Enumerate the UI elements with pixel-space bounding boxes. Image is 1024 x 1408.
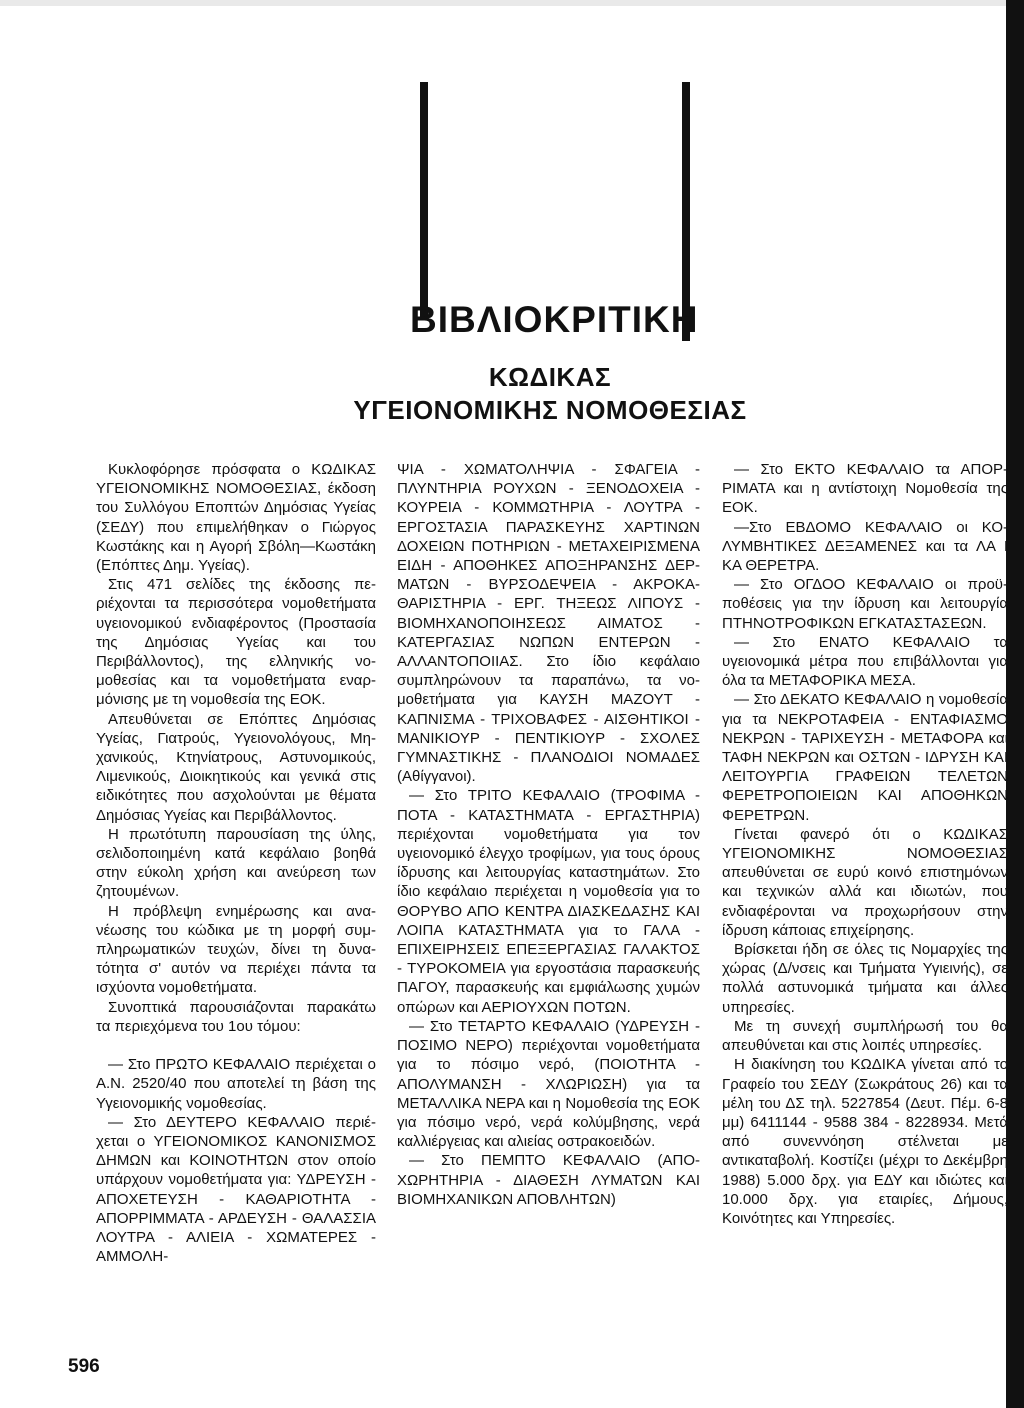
scan-edge-top bbox=[0, 0, 1024, 6]
paragraph: — Στο ΕΝΑΤΟ ΚΕΦΑΛΑΙΟ τα υγειονομικά μέτρα που επιβάλλονται για όλα τα ΜΕΤΑΦΟΡΙΚΑ ΜΕΣΑ. bbox=[722, 633, 1008, 690]
paragraph: Κυκλοφόρησε πρόσφατα ο ΚΩΔΙΚΑΣ ΥΓΕΙΟΝΟΜΙΚΗΣ ΝΟΜΟΘΕΣΙΑΣ, έκδοση του Συλλόγου Εποπτών Δημόσιας Υγείας (ΣΕΔΥ) που επιμελήθηκαν ο Γιώργος Κωστάκης και η Αγορή Σβόλη—Κωστάκη (Επόπτες Δημ. Υγείας). bbox=[96, 461, 376, 575]
paragraph: — Στο ΠΕΜΠΤΟ ΚΕΦΑΛΑΙΟ (ΑΠΟΧΩΡΗΤΗΡΙΑ - ΔΙΑΘΕΣΗ ΛΥΜΑΤΩΝ ΚΑΙ ΒΙΟΜΗΧΑΝΙΚΩΝ ΑΠΟΒΛΗΤΩΝ) bbox=[397, 1152, 700, 1208]
section-title: ΒΙΒΛΙΟΚΡΙΤΙΚΗ bbox=[410, 299, 699, 340]
paragraph: Γίνεται φανερό ότι ο ΚΩΔΙΚΑΣ ΥΓΕΙΟΝΟΜΙΚΗΣ ΝΟΜΟΘΕΣΙΑΣ απευθύνεται σε ευρύ κοινό επιστημόνων και τεχνικών αλλά και ιδιωτών, που ενδιαφέρονται να προχωρήσουν στην ίδρυση κάποιας επιχείρησης. bbox=[722, 825, 1008, 939]
paragraph: Η διακίνηση του ΚΩΔΙΚΑ γίνεται από το Γραφείο του ΣΕΔΥ (Σωκράτους 26) και τα μέλη του ΔΣ τηλ. 5227854 (Δευτ. Πέμ. 6-8 μμ) 6411144 - 9588 384 - 8228934. Μετά από συνεννόηση στέλνεται με αντικαταβολή. Κοστίζει (μέχρι το Δεκέμβρη 1988) 5.000 δρχ. για ΕΔΥ και ιδιώτες και 10.000 δρχ. για εταιρίες, Δήμους, Κοινότητες και Υπηρεσίες. bbox=[722, 1056, 1008, 1227]
paragraph: Η πρόβλεψη ενημέρωσης και ανανέωσης του κώδικα με τη μορφή συμπληρωματικών τευχών, δίνει τη δυνατότητα σ' αυτόν να περιέχει πάντα τα ισχύοντα νομοθετήματα. bbox=[96, 902, 376, 997]
text-column-1 bbox=[96, 460, 376, 1266]
paragraph: — Στο ΔΕΥΤΕΡΟ ΚΕΦΑΛΑΙΟ περιέχεται ο ΥΓΕΙΟΝΟΜΙΚΟΣ ΚΑΝΟΝΙΣΜΟΣ ΔΗΜΩΝ και ΚΟΙΝΟΤΗΤΩΝ στον οποίο υπάρχουν νομοθετήματα για: ΥΔΡΕΥΣΗ - ΑΠΟΧΕΤΕΥΣΗ - ΚΑΘΑΡΙΟΤΗΤΑ - ΑΠΟΡΡΙΜΜΑΤΑ - ΑΡΔΕΥΣΗ - ΘΑΛΑΣΣΙΑ ΛΟΥΤΡΑ - ΑΛΙΕΙΑ - ΧΩΜΑΤΕΡΕΣ - ΑΜΜΟΛΗ- bbox=[96, 1113, 376, 1266]
paragraph: — Στο ΤΡΙΤΟ ΚΕΦΑΛΑΙΟ (ΤΡΟΦΙΜΑ - ΠΟΤΑ - ΚΑΤΑΣΤΗΜΑΤΑ - ΕΡΓΑΣΤΗΡΙΑ) περιέχονται νομοθετήματα για τον υγειονομικό έλεγχο τροφίμων, για τους όρους ίδρυσης και λειτουργίας καταστημάτων. Στο ίδιο κεφάλαιο περιέχεται η νομοθεσία για το ΘΟΡΥΒΟ ΑΠΟ ΚΕΝΤΡΑ ΔΙΑΣΚΕΔΑΣΗΣ ΚΑΙ ΛΟΙΠΑ ΚΑΤΑΣΤΗΜΑΤΑ για το ΓΑΛΑ - ΕΠΙΧΕΙΡΗΣΕΙΣ ΕΠΕΞΕΡΓΑΣΙΑΣ ΓΑΛΑΚΤΟΣ - ΤΥΡΟΚΟΜΕΙΑ για εργοστάσια παρασκευής ΠΑΓΟΥ, παρασκευής και εμφιάλωσης χυμών οπώρων και ΑΕΡΙΟΥΧΩΝ ΠΟΤΩΝ. bbox=[397, 787, 700, 1016]
paragraph: — Στο ΕΚΤΟ ΚΕΦΑΛΑΙΟ τα ΑΠΟΡΡΙΜΑΤΑ και η αντίστοιχη Νομοθεσία της ΕΟΚ. bbox=[722, 461, 1008, 517]
paragraph: — Στο ΠΡΩΤΟ ΚΕΦΑΛΑΙΟ περιέχεται ο Α.Ν. 2520/40 που αποτελεί τη βάση της Υγειονομικής νομοθεσίας. bbox=[96, 1056, 376, 1112]
book-title-line2: ΥΓΕΙΟΝΟΜΙΚΗΣ ΝΟΜΟΘΕΣΙΑΣ bbox=[353, 395, 747, 425]
paragraph: — Στο ΔΕΚΑΤΟ ΚΕΦΑΛΑΙΟ η νομοθεσία για τα ΝΕΚΡΟΤΑΦΕΙΑ - ΕΝΤΑΦΙΑΣΜΟ ΝΕΚΡΩΝ - ΤΑΡΙΧΕΥΣΗ - ΜΕΤΑΦΟΡΑ και ΤΑΦΗ ΝΕΚΡΩΝ και ΟΣΤΩΝ - ΙΔΡΥΣΗ ΚΑΙ ΛΕΙΤΟΥΡΓΙΑ ΓΡΑΦΕΙΩΝ ΤΕΛΕΤΩΝ ΦΕΡΕΤΡΟΠΟΙΕΙΩΝ ΚΑΙ ΑΠΟΘΗΚΩΝ ΦΕΡΕΤΡΩΝ. bbox=[722, 691, 1008, 824]
paragraph: Με τη συνεχή συμπλήρωσή του θα απευθύνεται και στις λοιπές υπηρεσίες. bbox=[722, 1017, 1008, 1055]
paragraph: — Στο ΤΕΤΑΡΤΟ ΚΕΦΑΛΑΙΟ (ΥΔΡΕΥΣΗ - ΠΟΣΙΜΟ ΝΕΡΟ) περιέχονται νομοθετήματα για το πόσιμο νερό, (ΠΟΙΟΤΗΤΑ - ΑΠΟΛΥΜΑΝΣΗ - ΧΛΩΡΙΩΣΗ) για τα ΜΕΤΑΛΛΙΚΑ ΝΕΡΑ και η Νομοθεσία της ΕΟΚ για πόσιμο νερό, νερά κολύμβησης, νερά καλλιέργειας και αλιείας οστρακοειδών. bbox=[397, 1017, 700, 1151]
decorative-rule-left bbox=[420, 82, 428, 317]
text-column-2 bbox=[397, 460, 700, 1209]
book-title-line1: ΚΩΔΙΚΑΣ bbox=[488, 362, 612, 392]
paragraph: — Στο ΟΓΔΟΟ ΚΕΦΑΛΑΙΟ οι προϋποθέσεις για την ίδρυση και λειτουργία ΠΤΗΝΟΤΡΟΦΙΚΩΝ ΕΓΚΑΤΑΣΤΑΣΕΩΝ. bbox=[722, 576, 1008, 632]
page-number: 596 bbox=[68, 1356, 100, 1377]
paragraph: Βρίσκεται ήδη σε όλες τις Νομαρχίες της χώρας (Δ/νσεις και Τμήματα Υγιεινής), σε πολλά αστυνομικά τμήματα και άλλες υπηρεσίες. bbox=[722, 941, 1008, 1016]
paragraph: Η πρωτότυπη παρουσίαση της ύλης, σελιδοποιημένη κατά κεφάλαιο βοηθά στην εύκολη χρήση και ανεύρεση των ζητουμένων. bbox=[96, 825, 376, 901]
paragraph: ΨΙΑ - ΧΩΜΑΤΟΛΗΨΙΑ - ΣΦΑΓΕΙΑ - ΠΛΥΝΤΗΡΙΑ ΡΟΥΧΩΝ - ΞΕΝΟΔΟΧΕΙΑ - ΚΟΥΡΕΙΑ - ΚΟΜΜΩΤΗΡΙΑ - ΛΟΥΤΡΑ - ΕΡΓΟΣΤΑΣΙΑ ΠΑΡΑΣΚΕΥΗΣ ΧΑΡΤΙΝΩΝ ΔΟΧΕΙΩΝ ΠΟΤΗΡΙΩΝ - ΜΕΤΑΧΕΙΡΙΣΜΕΝΑ ΕΙΔΗ - ΑΠΟΘΗΚΕΣ ΑΠΟΞΗΡΑΝΣΗΣ ΔΕΡΜΑΤΩΝ - ΒΥΡΣΟΔΕΨΕΙΑ - ΑΚΡΟΚΑΘΑΡΙΣΤΗΡΙΑ - ΕΡΓ. ΤΗΞΕΩΣ ΛΙΠΟΥΣ - ΒΙΟΜΗΧΑΝΟΠΟΙΗΣΕΩΣ ΑΙΜΑΤΟΣ - ΚΑΤΕΡΓΑΣΙΑΣ ΝΩΠΩΝ ΕΝΤΕΡΩΝ - ΑΛΛΑΝΤΟΠΟΙΙΑΣ. Στο ίδιο κεφάλαιο συμπληρώνουν τα παραπάνω, τα νομοθετήματα για ΚΑΥΣΗ ΜΑΖΟΥΤ - ΚΑΠΝΙΣΜΑ - ΤΡΙΧΟΒΑΦΕΣ - ΑΙΣΘΗΤΙΚΟΙ - ΜΑΝΙΚΙΟΥΡ - ΠΕΝΤΙΚΙΟΥΡ - ΣΧΟΛΕΣ ΓΥΜΝΑΣΤΙΚΗΣ - ΠΛΑΝΟΔΙΟΙ ΝΟΜΑΔΕΣ (Αθίγγανοι). bbox=[397, 461, 700, 786]
scan-edge-right bbox=[1006, 0, 1024, 1408]
text-column-3 bbox=[722, 460, 1008, 1228]
paragraph: Απευθύνεται σε Επόπτες Δημόσιας Υγείας, Γιατρούς, Υγειονολόγους, Μηχανικούς, Κτηνίατρους, Αστυνομικούς, Λιμενικούς, Διοικητικούς και γενικά στις ειδικότητες που ασχολούνται με θέματα Δημόσιας Υγείας και Περιβάλλοντος. bbox=[96, 710, 376, 824]
paragraph: Συνοπτικά παρουσιάζονται παρακάτω τα περιεχόμενα του 1ου τόμου: bbox=[96, 998, 376, 1035]
paragraph: —Στο ΕΒΔΟΜΟ ΚΕΦΑΛΑΙΟ οι ΚΟΛΥΜΒΗΤΙΚΕΣ ΔΕΞΑΜΕΝΕΣ και τα ΛΑ Ι ΚΑ ΘΕΡΕΤΡΑ. bbox=[722, 518, 1008, 575]
paragraph: Στις 471 σελίδες της έκδοσης περιέχονται τα περισσότερα νομοθετήματα υγειονομικού ενδιαφέροντος (Προστασία της Δημόσιας Υγείας και του Περιβάλλοντος), της ελληνικής νομοθεσίας και τα νομοθετήματα εναρμόνισης με τη νομοθεσία της ΕΟΚ. bbox=[96, 576, 376, 709]
